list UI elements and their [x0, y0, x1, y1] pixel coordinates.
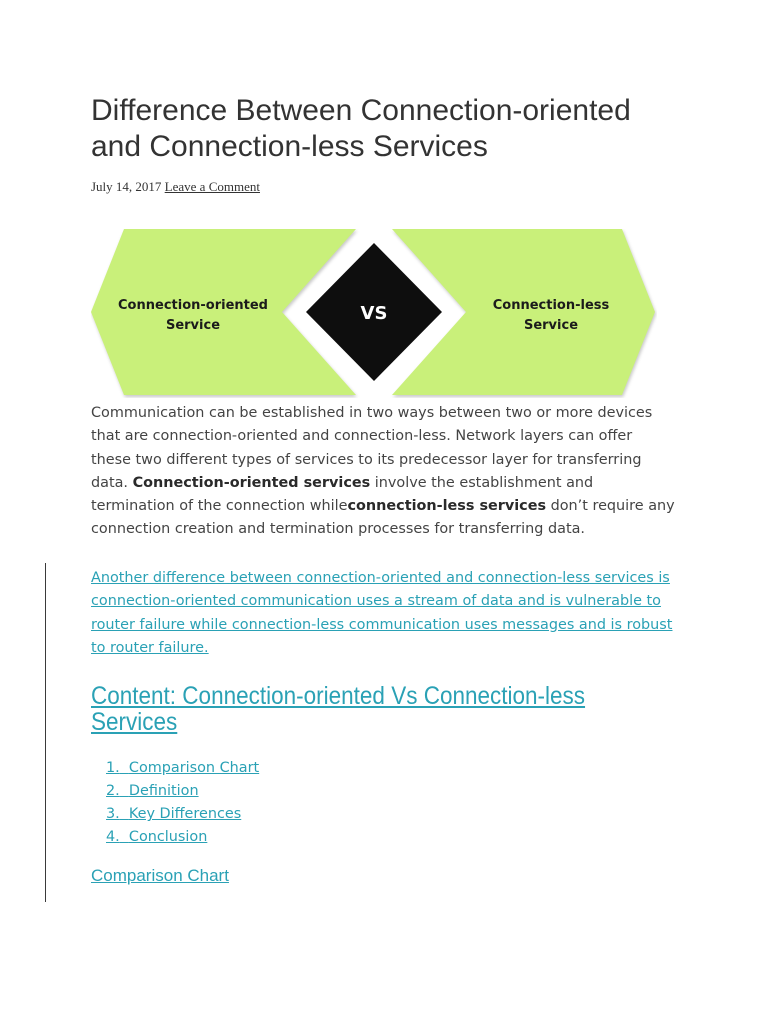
- intro-bold-term: connection-less services: [347, 498, 547, 515]
- intro-line: [91, 425, 675, 448]
- section-heading: [91, 866, 229, 886]
- intro-text: termination of the connection while: [91, 498, 348, 515]
- intro-line: [91, 449, 675, 472]
- summary-line: to router failure.: [91, 639, 209, 656]
- intro-text: these two different types of services to its predecessor layer for transferring: [91, 451, 642, 468]
- summary-line: router failure while connection-less communication uses messages and is robust: [91, 616, 673, 633]
- summary-line: connection-oriented communication uses a stream of data and is vulnerable to: [91, 593, 661, 610]
- intro-bold-term: Connection-oriented services: [132, 474, 371, 491]
- intro-text: Communication can be established in two ways between two or more devices: [91, 405, 653, 421]
- intro-paragraph: [91, 402, 675, 542]
- toc-heading: [91, 683, 631, 735]
- toc-list-item: [106, 780, 259, 803]
- intro-text: that are connection-oriented and connection-less. Network layers can offer: [91, 428, 633, 445]
- toc-list-item: [106, 803, 259, 826]
- intro-text: involve the establishment and: [370, 474, 594, 491]
- toc-heading-link[interactable]: Content: Connection-oriented Vs Connection-less Services: [91, 682, 586, 736]
- comparison-banner: [91, 229, 657, 398]
- difference-summary-link[interactable]: [91, 567, 672, 660]
- toc-item-label: Definition: [128, 783, 199, 799]
- intro-text: data.: [91, 474, 133, 491]
- toc-item-number: 2.: [106, 783, 120, 799]
- toc-list-item: [106, 757, 259, 780]
- toc-item-number: 1.: [106, 760, 120, 776]
- toc-item-number: 3.: [106, 806, 120, 822]
- left-panel-label-line1: Connection-oriented: [118, 298, 268, 313]
- toc-item-number: 4.: [106, 829, 120, 845]
- intro-line: [91, 518, 675, 541]
- toc-item-label: Key Differences: [128, 806, 242, 822]
- toc-item-conclusion[interactable]: [106, 829, 207, 845]
- intro-line: [91, 402, 675, 425]
- summary-line: Another difference between connection-oriented and connection-less services is: [91, 570, 670, 586]
- toc-list: [106, 757, 259, 849]
- post-title: Difference Between Connection-oriented and Connection-less Services: [91, 94, 631, 163]
- intro-line: [91, 472, 675, 495]
- toc-list-item: [106, 826, 259, 849]
- intro-text: connection creation and termination processes for transferring data.: [91, 521, 585, 538]
- toc-item-comparison-chart[interactable]: [106, 760, 259, 776]
- comparison-chart-heading-link[interactable]: Comparison Chart: [91, 866, 229, 885]
- right-panel-label-line1: Connection-less: [492, 298, 610, 313]
- toc-item-label: Comparison Chart: [128, 760, 260, 776]
- post-meta: [91, 179, 260, 195]
- vs-label: VS: [360, 303, 388, 324]
- post-date: July 14, 2017: [91, 179, 162, 194]
- intro-text: don’t require any: [546, 498, 675, 515]
- left-margin-rule: [45, 563, 46, 902]
- toc-item-label: Conclusion: [128, 829, 208, 845]
- right-panel-label-line2: Service: [523, 318, 579, 333]
- toc-item-definition[interactable]: [106, 783, 199, 799]
- toc-item-key-differences[interactable]: [106, 806, 241, 822]
- left-panel-label-line2: Service: [165, 318, 221, 333]
- intro-line: [91, 495, 675, 518]
- leave-comment-link[interactable]: Leave a Comment: [164, 179, 260, 194]
